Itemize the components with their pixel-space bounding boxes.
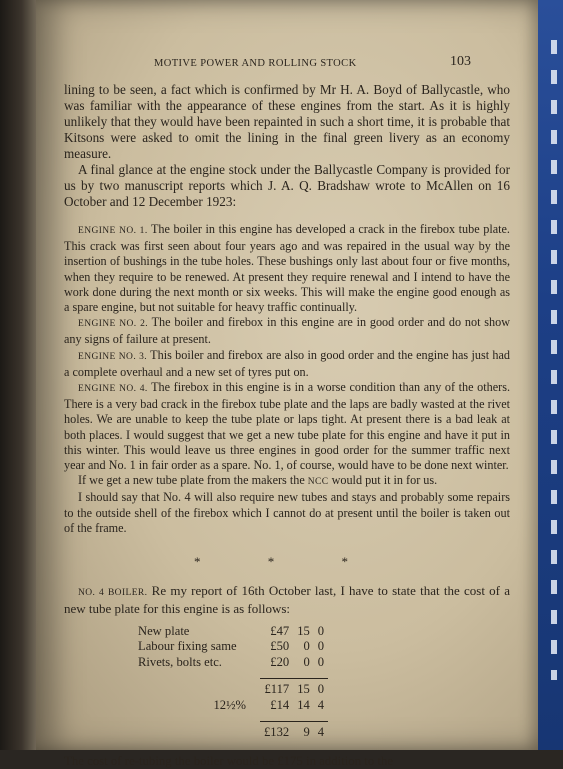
- report-followup: If we get a new tube plate from the makers the NCC would put it in for us.: [78, 473, 438, 488]
- report-text: This boiler and firebox are also in good order and the engine has just had a complete overhaul and a new set of tyres put on.: [64, 347, 511, 379]
- spine-stripe: [551, 40, 557, 680]
- book-page: [36, 0, 538, 768]
- second-report: [64, 583, 510, 618]
- report-lead: ENGINE NO. 2.: [78, 319, 149, 330]
- paragraph: A final glance at the engine stock under the Ballycastle Company is provided for us by two manuscript reports which J. A. Q. Bradshaw wrote to McAllen on 16 October and 12 December 1923:: [64, 162, 510, 209]
- paragraph: lining to be seen, a fact which is confirmed by Mr H. A. Boyd of Ballycastle, who was familiar with the appearance of these engines from the start. As it is highly unlikely that they would have been repainted in such a short time, it is probable that Kitsons were asked to omit the lining in the final green livery as an economy measure.: [64, 82, 510, 161]
- table-subtotal-row: £117 15 0: [134, 679, 328, 698]
- table-spacer: [134, 670, 328, 679]
- book-spine: [537, 0, 563, 750]
- report-text: Re my report of 16th October last, I have to state that the cost of a new tube plate for this engine is as follows:: [64, 582, 510, 617]
- section-break-stars: * * *: [194, 554, 380, 570]
- table-row: Rivets, bolts etc. £20 0 0: [138, 654, 325, 669]
- page-body: [64, 58, 510, 769]
- table-row: New plate £47 15 0: [138, 623, 325, 638]
- page-number: 103: [450, 54, 471, 69]
- report-lead: ENGINE NO. 3.: [78, 351, 148, 362]
- closing-line: The cost of re-tubing the boiler would be £175 in addition to the: [64, 753, 394, 768]
- table-spacer: [134, 713, 328, 722]
- report-engine-3: [64, 348, 510, 380]
- report-followup: I should say that No. 4 will also require new tubes and stays and probably some repairs to the outside shell of the firebox which I cannot do at present until the boiler is taken out of the frame.: [64, 490, 510, 535]
- report-text: The boiler and firebox in this engine are in good order and do not show any signs of failure at present.: [64, 315, 510, 347]
- report-engine-1: [64, 222, 510, 315]
- table-percentage-row: 12½% £14 14 4: [213, 697, 325, 712]
- report-text: The boiler in this engine has developed a crack in the firebox tube plate. This crack was first seen about four years ago and was repaired in the usual way by the insertion of bushings in the tube holes. These bushings only last about four or five months, when they require to be renewed. At present they require renewal and I intend to have the work done during the next month or six weeks. This will make the engine good enough as a spare engine, but not suitable for heavy traffic continually.: [64, 222, 510, 315]
- intro-text: [64, 82, 510, 210]
- report-text: The firebox in this engine is in a worse condition than any of the others. There is a very bad crack in the firebox tube plate and the laps are badly wasted at the rivet holes. We are unable to keep the tube plate or laps tight. At present there is a bad leak at both places. I would suggest that we get a new tube plate for this engine and have it put in this winter. This would leave us three engines in good order for the summer traffic next year and No. 1 in fair order as a spare. No. 1, of course, would have to be done next winter.: [64, 380, 511, 473]
- running-head: MOTIVE POWER AND ROLLING STOCK: [154, 58, 357, 69]
- report-lead: ENGINE NO. 4.: [78, 384, 148, 395]
- table-total-row: £132 9 4: [134, 722, 328, 741]
- report-lead: ENGINE NO. 1.: [78, 226, 148, 236]
- cost-table: [134, 624, 328, 741]
- report-lead: NO. 4 BOILER.: [78, 587, 148, 598]
- report-engine-4: [64, 380, 510, 473]
- backdrop-left: [0, 0, 36, 750]
- table-row: Labour fixing same £50 0 0: [138, 639, 325, 654]
- report-quote: [64, 222, 510, 536]
- report-engine-2: [64, 315, 510, 347]
